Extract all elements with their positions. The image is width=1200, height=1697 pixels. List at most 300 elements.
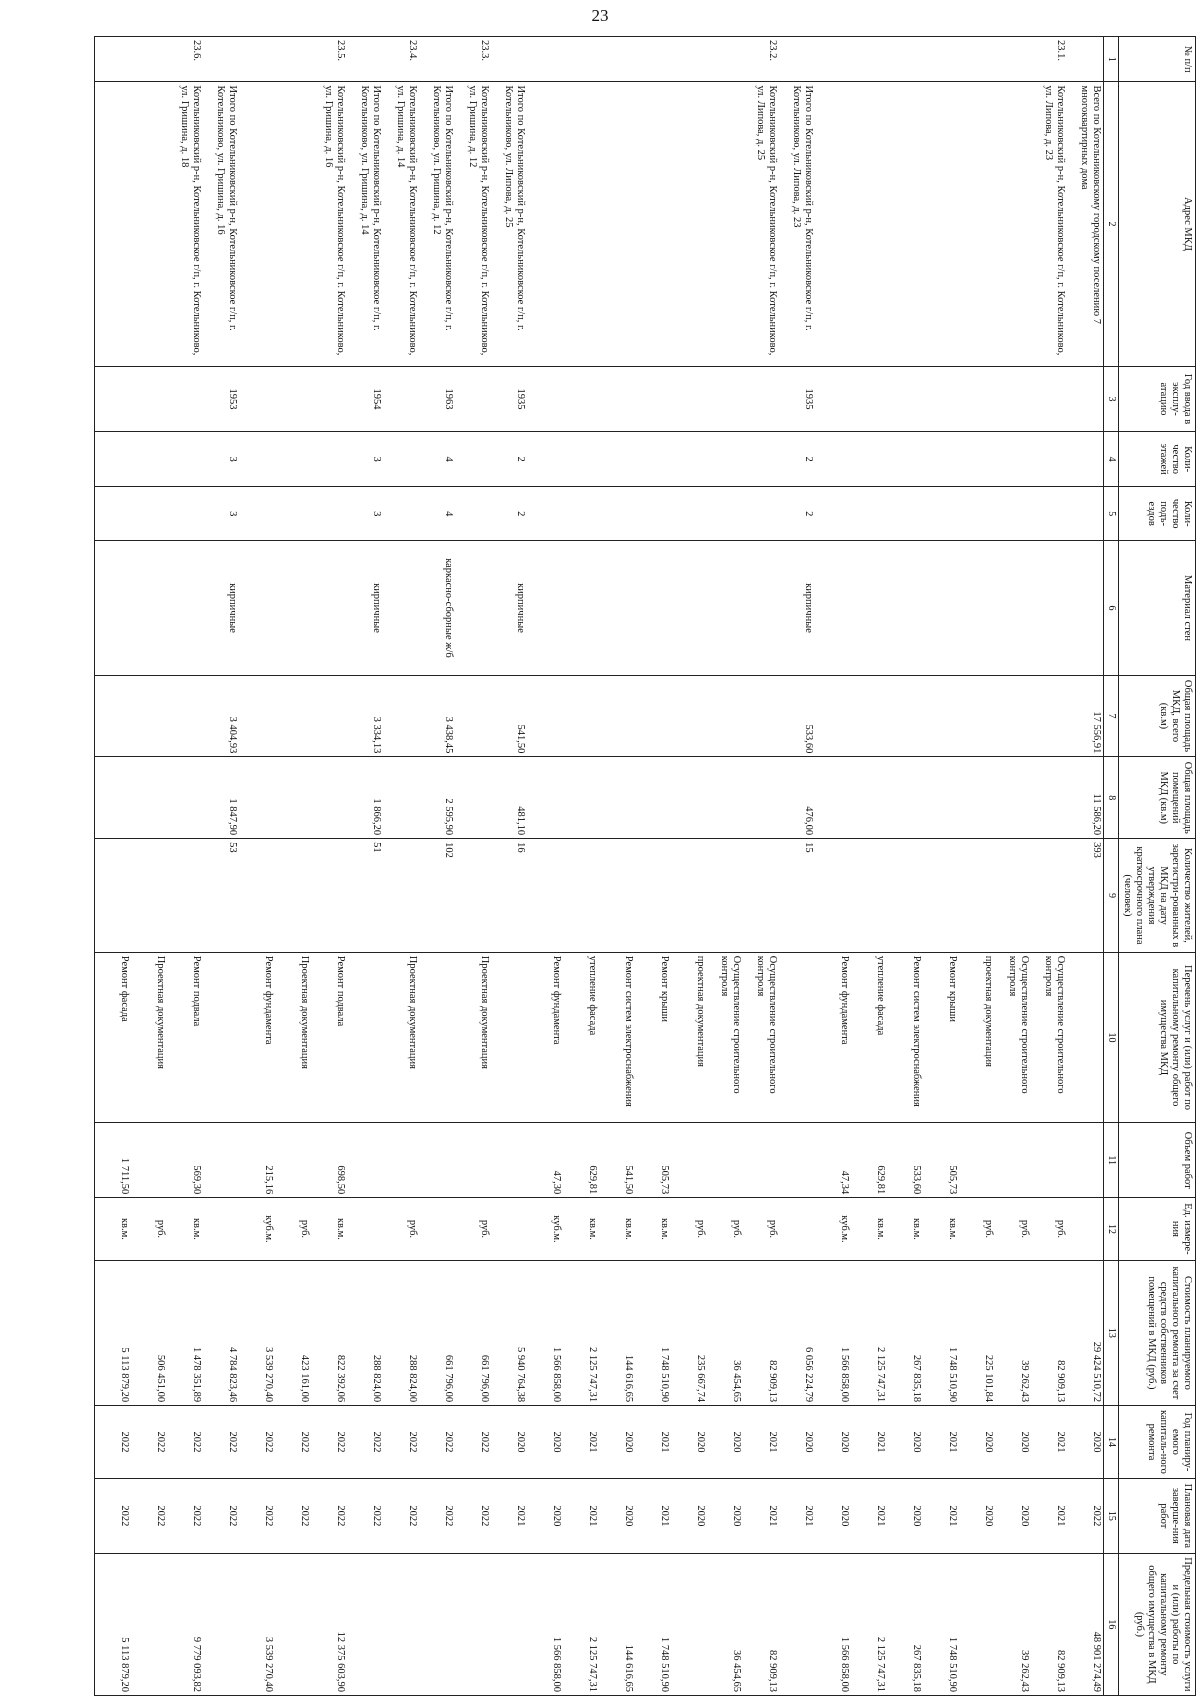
cell-col-7: 17 556,91: [1067, 675, 1104, 757]
cell-col-4: 3: [203, 432, 239, 487]
table-row: [599, 37, 635, 1696]
cell-col-15: 2022: [95, 1478, 132, 1553]
cell-col-15: 2022: [167, 1478, 203, 1553]
cell-col-6: [1031, 541, 1067, 675]
table-row: [887, 37, 923, 1696]
cell-col-12: куб.м.: [815, 1198, 851, 1260]
column-number-6: 6: [1104, 541, 1119, 675]
cell-col-6: [95, 541, 132, 675]
cell-col-5: [1031, 486, 1067, 541]
cell-col-9: [95, 839, 132, 953]
cell-col-5: 3: [203, 486, 239, 541]
cell-col-10: Проектная документация: [383, 952, 419, 1122]
cell-col-10: Ремонт крыши: [923, 952, 959, 1122]
cell-col-15: 2022: [239, 1478, 275, 1553]
cell-col-7: [923, 675, 959, 757]
cell-col-15: 2020: [959, 1478, 995, 1553]
cell-col-9: [815, 839, 851, 953]
cell-col-15: 2021: [779, 1478, 815, 1553]
cell-col-15: 2022: [347, 1478, 383, 1553]
cell-col-8: [959, 757, 995, 839]
column-number-14: 14: [1104, 1406, 1119, 1479]
cell-col-1: [851, 37, 887, 82]
cell-col-8: 11 586,20: [1067, 757, 1104, 839]
cell-col-2: [635, 82, 671, 366]
cell-col-4: [383, 432, 419, 487]
cell-col-5: 3: [347, 486, 383, 541]
cell-col-11: [455, 1123, 491, 1198]
cell-col-2: Итого по Котельниковский р-н, Котельниковское г/п, г. Котельниково, ул. Гришина, д. 14: [347, 82, 383, 366]
cell-col-16: [455, 1553, 491, 1695]
cell-col-4: [959, 432, 995, 487]
cell-col-11: [995, 1123, 1031, 1198]
cell-col-6: [383, 541, 419, 675]
cell-col-13: 1 566 858,00: [815, 1260, 851, 1405]
cell-col-3: [959, 366, 995, 432]
cell-col-16: [671, 1553, 707, 1695]
cell-col-10: [1067, 952, 1104, 1122]
cell-col-11: 47,30: [527, 1123, 563, 1198]
cell-col-3: [743, 366, 779, 432]
cell-col-8: [635, 757, 671, 839]
table-row: [419, 37, 455, 1696]
cell-col-5: [311, 486, 347, 541]
table-row: [167, 37, 203, 1696]
column-header-6: Материал стен: [1118, 541, 1195, 675]
cell-col-8: [167, 757, 203, 839]
cell-col-3: [131, 366, 167, 432]
cell-col-2: [131, 82, 167, 366]
cell-col-8: [527, 757, 563, 839]
cell-col-5: [671, 486, 707, 541]
cell-col-9: [275, 839, 311, 953]
cell-col-6: каркасно-сборные ж/б: [419, 541, 455, 675]
table-row: [995, 37, 1031, 1696]
cell-col-10: Осуществление строительного контроля: [995, 952, 1031, 1122]
cell-col-3: [923, 366, 959, 432]
column-header-9: Количество жителей, зарегистри-рованных в МКД на дату утверждения краткосрочного плана (человек): [1118, 839, 1195, 953]
cell-col-4: [167, 432, 203, 487]
cell-col-5: [527, 486, 563, 541]
cell-col-7: [995, 675, 1031, 757]
cell-col-7: [95, 675, 132, 757]
cell-col-4: [455, 432, 491, 487]
cell-col-6: кирпичные: [203, 541, 239, 675]
cell-col-13: 3 539 270,40: [239, 1260, 275, 1405]
cell-col-5: [275, 486, 311, 541]
cell-col-12: кв.м.: [563, 1198, 599, 1260]
cell-col-9: [923, 839, 959, 953]
cell-col-11: [707, 1123, 743, 1198]
cell-col-2: [671, 82, 707, 366]
cell-col-1: [491, 37, 527, 82]
cell-col-13: 822 392,06: [311, 1260, 347, 1405]
table-row: [491, 37, 527, 1696]
cell-col-3: 1935: [779, 366, 815, 432]
cell-col-7: [815, 675, 851, 757]
cell-col-1: 23.3.: [455, 37, 491, 82]
cell-col-16: 82 909,13: [743, 1553, 779, 1695]
cell-col-13: 36 454,65: [707, 1260, 743, 1405]
cell-col-3: [1067, 366, 1104, 432]
table-row: [851, 37, 887, 1696]
cell-col-10: [203, 952, 239, 1122]
cell-col-14: 2021: [743, 1406, 779, 1479]
table-row: [635, 37, 671, 1696]
cell-col-2: [923, 82, 959, 366]
cell-col-2: Котельниковский р-н, Котельниковское г/п, г. Котельниково, ул. Гришина, д. 12: [455, 82, 491, 366]
cell-col-15: 2020: [707, 1478, 743, 1553]
cell-col-7: [707, 675, 743, 757]
cell-col-14: 2020: [491, 1406, 527, 1479]
cell-col-5: [815, 486, 851, 541]
cell-col-9: [995, 839, 1031, 953]
cell-col-8: 2 595,90: [419, 757, 455, 839]
column-header-5: Коли-чество подъ-ездов: [1118, 486, 1195, 541]
cell-col-1: [203, 37, 239, 82]
cell-col-14: 2020: [815, 1406, 851, 1479]
cell-col-8: [239, 757, 275, 839]
cell-col-5: [167, 486, 203, 541]
cell-col-9: [311, 839, 347, 953]
cell-col-14: 2022: [95, 1406, 132, 1479]
cell-col-7: 541,50: [491, 675, 527, 757]
cell-col-9: [239, 839, 275, 953]
cell-col-15: 2021: [563, 1478, 599, 1553]
cell-col-1: [959, 37, 995, 82]
table-row: [707, 37, 743, 1696]
cell-col-13: 6 056 224,79: [779, 1260, 815, 1405]
cell-col-16: 1 566 858,00: [815, 1553, 851, 1695]
cell-col-8: [707, 757, 743, 839]
cell-col-1: [599, 37, 635, 82]
column-header-2: Адрес МКД: [1118, 82, 1195, 366]
cell-col-7: [563, 675, 599, 757]
cell-col-12: кв.м.: [167, 1198, 203, 1260]
cell-col-11: 1 711,50: [95, 1123, 132, 1198]
cell-col-15: 2022: [275, 1478, 311, 1553]
cell-col-9: [851, 839, 887, 953]
column-header-4: Коли-чество этажей: [1118, 432, 1195, 487]
cell-col-11: 505,73: [923, 1123, 959, 1198]
cell-col-9: [887, 839, 923, 953]
cell-col-3: [167, 366, 203, 432]
cell-col-5: [131, 486, 167, 541]
cell-col-12: кв.м.: [311, 1198, 347, 1260]
table-row: [923, 37, 959, 1696]
cell-col-1: [707, 37, 743, 82]
cell-col-6: [275, 541, 311, 675]
cell-col-9: [707, 839, 743, 953]
cell-col-15: 2022: [311, 1478, 347, 1553]
cell-col-11: 569,30: [167, 1123, 203, 1198]
cell-col-4: [527, 432, 563, 487]
cell-col-13: 288 824,00: [383, 1260, 419, 1405]
cell-col-10: Проектная документация: [275, 952, 311, 1122]
cell-col-14: 2022: [347, 1406, 383, 1479]
column-number-15: 15: [1104, 1478, 1119, 1553]
cell-col-5: 4: [419, 486, 455, 541]
cell-col-15: 2022: [383, 1478, 419, 1553]
cell-col-3: [383, 366, 419, 432]
cell-col-1: 23.6.: [167, 37, 203, 82]
cell-col-15: 2021: [743, 1478, 779, 1553]
cell-col-2: Котельниковский р-н, Котельниковское г/п, г. Котельниково, ул. Гришина, д. 14: [383, 82, 419, 366]
cell-col-5: [635, 486, 671, 541]
cell-col-8: [923, 757, 959, 839]
cell-col-14: 2021: [563, 1406, 599, 1479]
table-row: [563, 37, 599, 1696]
cell-col-1: 23.2.: [743, 37, 779, 82]
cell-col-16: 2 125 747,31: [851, 1553, 887, 1695]
cell-col-8: [311, 757, 347, 839]
cell-col-12: руб.: [1031, 1198, 1067, 1260]
cell-col-9: [563, 839, 599, 953]
cell-col-1: [779, 37, 815, 82]
cell-col-14: 2022: [167, 1406, 203, 1479]
cell-col-7: [743, 675, 779, 757]
cell-col-13: 4 784 823,46: [203, 1260, 239, 1405]
cell-col-14: 2022: [455, 1406, 491, 1479]
cell-col-13: 235 667,74: [671, 1260, 707, 1405]
cell-col-3: 1954: [347, 366, 383, 432]
cell-col-12: [779, 1198, 815, 1260]
cell-col-11: [491, 1123, 527, 1198]
cell-col-4: [707, 432, 743, 487]
cell-col-10: Ремонт фундамента: [239, 952, 275, 1122]
cell-col-11: 215,16: [239, 1123, 275, 1198]
cell-col-11: 47,34: [815, 1123, 851, 1198]
cell-col-10: Проектная документация: [131, 952, 167, 1122]
cell-col-5: 2: [491, 486, 527, 541]
cell-col-2: Котельниковский р-н, Котельниковское г/п, г. Котельниково, ул. Липова, д. 23: [1031, 82, 1067, 366]
cell-col-14: 2022: [419, 1406, 455, 1479]
cell-col-1: [635, 37, 671, 82]
cell-col-11: [671, 1123, 707, 1198]
cell-col-9: [527, 839, 563, 953]
cell-col-9: 102: [419, 839, 455, 953]
cell-col-13: 1 566 858,00: [527, 1260, 563, 1405]
table-row: [959, 37, 995, 1696]
cell-col-9: [959, 839, 995, 953]
column-number-2: 2: [1104, 82, 1119, 366]
cell-col-16: [491, 1553, 527, 1695]
cell-col-8: [131, 757, 167, 839]
cell-col-12: руб.: [383, 1198, 419, 1260]
cell-col-11: [1031, 1123, 1067, 1198]
cell-col-16: [779, 1553, 815, 1695]
cell-col-3: [851, 366, 887, 432]
cell-col-2: [887, 82, 923, 366]
cell-col-15: 2022: [131, 1478, 167, 1553]
cell-col-3: [275, 366, 311, 432]
cell-col-16: [203, 1553, 239, 1695]
cell-col-5: [923, 486, 959, 541]
cell-col-7: [887, 675, 923, 757]
cell-col-4: [1067, 432, 1104, 487]
cell-col-10: Ремонт систем электроснабжения: [599, 952, 635, 1122]
cell-col-12: [419, 1198, 455, 1260]
cell-col-12: [203, 1198, 239, 1260]
column-number-10: 10: [1104, 952, 1119, 1122]
column-header-14: Год планиру-емого капиталь-ного ремонта: [1118, 1406, 1195, 1479]
cell-col-16: 1 566 858,00: [527, 1553, 563, 1695]
cell-col-6: кирпичные: [347, 541, 383, 675]
cell-col-16: 144 616,65: [599, 1553, 635, 1695]
cell-col-6: [527, 541, 563, 675]
cell-col-7: 533,60: [779, 675, 815, 757]
cell-col-9: [1031, 839, 1067, 953]
cell-col-6: [995, 541, 1031, 675]
cell-col-2: Итого по Котельниковский р-н, Котельниковское г/п, г. Котельниково, ул. Гришина, д. 16: [203, 82, 239, 366]
cell-col-7: [275, 675, 311, 757]
cell-col-2: Итого по Котельниковский р-н, Котельниковское г/п, г. Котельниково, ул. Гришина, д. 12: [419, 82, 455, 366]
cell-col-8: [95, 757, 132, 839]
cell-col-12: руб.: [131, 1198, 167, 1260]
cell-col-7: [239, 675, 275, 757]
cell-col-2: [95, 82, 132, 366]
cell-col-10: Осуществление строительного контроля: [707, 952, 743, 1122]
column-header-10: Перечень услуг и (или) работ по капитальному ремонту общего имущества МКД: [1118, 952, 1195, 1122]
table-row: [527, 37, 563, 1696]
cell-col-7: [1031, 675, 1067, 757]
cell-col-12: кв.м.: [635, 1198, 671, 1260]
cell-col-14: 2020: [995, 1406, 1031, 1479]
cell-col-9: [167, 839, 203, 953]
cell-col-4: [131, 432, 167, 487]
cell-col-5: [383, 486, 419, 541]
cell-col-4: [743, 432, 779, 487]
cell-col-14: 2020: [599, 1406, 635, 1479]
cell-col-4: [95, 432, 132, 487]
cell-col-1: 23.4.: [383, 37, 419, 82]
column-number-row: [1104, 37, 1119, 1696]
cell-col-12: руб.: [275, 1198, 311, 1260]
cell-col-15: 2021: [491, 1478, 527, 1553]
cell-col-4: [995, 432, 1031, 487]
cell-col-12: руб.: [959, 1198, 995, 1260]
cell-col-4: [851, 432, 887, 487]
table-row: [1067, 37, 1104, 1696]
cell-col-8: [671, 757, 707, 839]
cell-col-11: [131, 1123, 167, 1198]
cell-col-5: [887, 486, 923, 541]
cell-col-11: [383, 1123, 419, 1198]
cell-col-10: Ремонт подвала: [311, 952, 347, 1122]
cell-col-12: руб.: [743, 1198, 779, 1260]
cell-col-10: Осуществление строительного контроля: [743, 952, 779, 1122]
cell-col-7: [851, 675, 887, 757]
cell-col-5: [599, 486, 635, 541]
cell-col-6: [311, 541, 347, 675]
cell-col-7: [959, 675, 995, 757]
cell-col-4: [311, 432, 347, 487]
table-row: [1031, 37, 1067, 1696]
cell-col-4: [1031, 432, 1067, 487]
cell-col-11: [743, 1123, 779, 1198]
cell-col-15: 2021: [635, 1478, 671, 1553]
cell-col-14: 2021: [635, 1406, 671, 1479]
cell-col-5: [959, 486, 995, 541]
cell-col-4: [275, 432, 311, 487]
cell-col-10: Ремонт фундамента: [815, 952, 851, 1122]
cell-col-14: 2020: [707, 1406, 743, 1479]
table-row: [131, 37, 167, 1696]
cell-col-7: [131, 675, 167, 757]
cell-col-7: [671, 675, 707, 757]
table-row: [743, 37, 779, 1696]
cell-col-16: 5 113 879,20: [95, 1553, 132, 1695]
cell-col-15: 2022: [419, 1478, 455, 1553]
cell-col-11: [275, 1123, 311, 1198]
cell-col-3: 1935: [491, 366, 527, 432]
cell-col-10: [347, 952, 383, 1122]
table-row: [455, 37, 491, 1696]
cell-col-12: [491, 1198, 527, 1260]
cell-col-5: [563, 486, 599, 541]
column-header-1: № п/п: [1118, 37, 1195, 82]
cell-col-16: 48 901 274,49: [1067, 1553, 1104, 1695]
cell-col-2: Всего по Котельниковскому городскому поселению 7 многоквартирных дома: [1067, 82, 1104, 366]
cell-col-16: 1 748 510,90: [635, 1553, 671, 1695]
cell-col-12: руб.: [995, 1198, 1031, 1260]
cell-col-7: [383, 675, 419, 757]
cell-col-13: 2 125 747,31: [563, 1260, 599, 1405]
table-row: [95, 37, 132, 1696]
cell-col-6: [131, 541, 167, 675]
cell-col-9: [383, 839, 419, 953]
cell-col-8: [275, 757, 311, 839]
column-header-3: Год ввода в эксплу-атацию: [1118, 366, 1195, 432]
cell-col-11: 533,60: [887, 1123, 923, 1198]
table-body: [95, 37, 1104, 1696]
column-header-7: Общая площадь МКД, всего (кв.м): [1118, 675, 1195, 757]
cell-col-3: [815, 366, 851, 432]
cell-col-6: [563, 541, 599, 675]
cell-col-11: [419, 1123, 455, 1198]
cell-col-12: кв.м.: [599, 1198, 635, 1260]
cell-col-8: 1 847,90: [203, 757, 239, 839]
cell-col-1: [923, 37, 959, 82]
cell-col-11: [203, 1123, 239, 1198]
cell-col-16: 9 779 093,82: [167, 1553, 203, 1695]
table-row: [383, 37, 419, 1696]
cell-col-13: 661 796,00: [419, 1260, 455, 1405]
cell-col-13: 225 101,84: [959, 1260, 995, 1405]
column-number-1: 1: [1104, 37, 1119, 82]
cell-col-4: [815, 432, 851, 487]
cell-col-5: 2: [779, 486, 815, 541]
cell-col-8: [455, 757, 491, 839]
cell-col-12: руб.: [455, 1198, 491, 1260]
cell-col-8: [383, 757, 419, 839]
cell-col-9: 15: [779, 839, 815, 953]
cell-col-6: [635, 541, 671, 675]
cell-col-1: [995, 37, 1031, 82]
cell-col-9: [635, 839, 671, 953]
cell-col-7: [455, 675, 491, 757]
cell-col-3: [563, 366, 599, 432]
column-number-13: 13: [1104, 1260, 1119, 1405]
cell-col-1: [1067, 37, 1104, 82]
cell-col-9: [599, 839, 635, 953]
cell-col-4: 4: [419, 432, 455, 487]
cell-col-11: [779, 1123, 815, 1198]
cell-col-13: 267 835,18: [887, 1260, 923, 1405]
cell-col-13: 506 451,00: [131, 1260, 167, 1405]
cell-col-13: 39 262,43: [995, 1260, 1031, 1405]
cell-col-13: 29 424 510,72: [1067, 1260, 1104, 1405]
